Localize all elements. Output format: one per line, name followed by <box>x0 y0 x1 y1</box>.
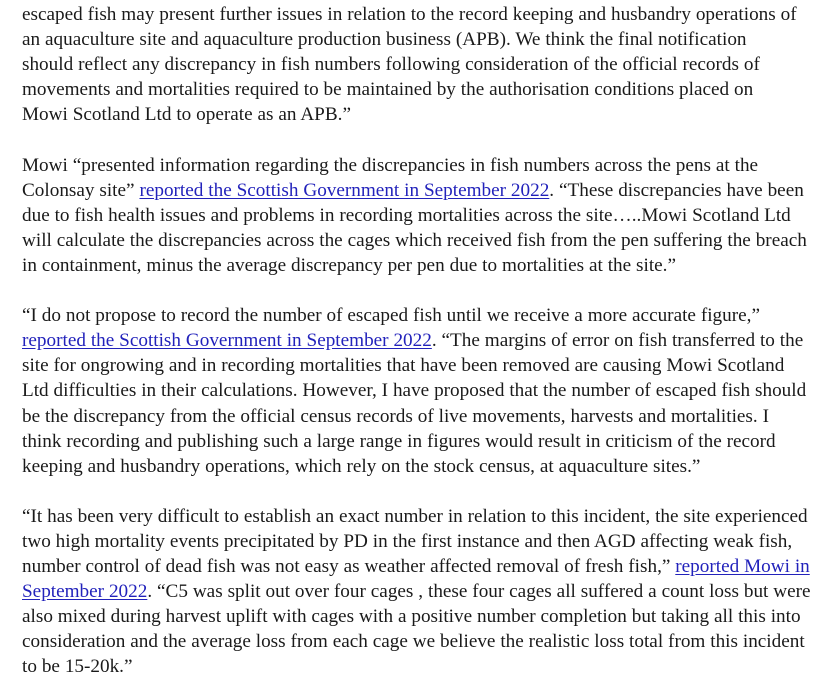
paragraph-1 <box>22 2 802 127</box>
paragraph-4-text-before-link: “It has been very difficult to establish an exact number in relation to this incident, the site experienced two high mortality events precipitated by PD in the first instance and then AGD affecting weak fish, number control of dead fish was not easy as weather affected removal of fresh fish,” <box>22 505 808 578</box>
link-scottish-government-september-2022-second[interactable]: reported the Scottish Government in September 2022 <box>22 330 432 352</box>
paragraph-2-text-before-link: Mowi “presented information regarding the discrepancies in fish numbers across the pens at the Colonsay site” <box>22 154 759 201</box>
paragraph-3-text-before-link: “I do not propose to record the number of escaped fish until we receive a more accurate figure,” <box>22 305 760 327</box>
paragraph-2 <box>22 153 817 278</box>
document-body <box>22 2 811 680</box>
paragraph-2-text-after-link: . “These discrepancies have been due to fish health issues and problems in recording mortalities across the site…..Mowi Scotland Ltd will calculate the discrepancies across the cages which received fish from the pen suffering the breach in containment, minus the average discrepancy per pen due to mortalities at the site.” <box>22 179 807 276</box>
paragraph-4 <box>22 504 812 680</box>
link-scottish-government-september-2022-first[interactable]: reported the Scottish Government in September 2022 <box>139 179 550 201</box>
paragraph-3-text-after-link: . “The margins of error on fish transferred to the site for ongrowing and in recording mortalities that have been removed are causing Mowi Scotland Ltd difficulties in their calculations. However, I have proposed that the number of escaped fish should be the discrepancy from the official census records of live movements, harvests and mortalities. I think recording and publishing such a large range in figures would result in criticism of the record keeping and husbandry operations, which rely on the stock census, at aquaculture sites.” <box>22 330 807 477</box>
paragraph-1-text: escaped fish may present further issues in relation to the record keeping and husbandry operations of an aquaculture site and aquaculture production business (APB). We think the final notification should reflect any discrepancy in fish numbers following consideration of the official records of movements and mortalities required to be maintained by the authorisation conditions placed on Mowi Scotland Ltd to operate as an APB.” <box>22 4 797 126</box>
link-mowi-september-2022[interactable]: reported Mowi in September 2022 <box>22 556 810 603</box>
paragraph-3 <box>22 303 812 479</box>
paragraph-4-text-after-link: . “C5 was split out over four cages , these four cages all suffered a count loss but were also mixed during harvest uplift with cages with a positive number completion but taking all this into consideration and the average loss from each cage we believe the realistic loss total from this incident to be 15-20k.” <box>22 581 811 678</box>
